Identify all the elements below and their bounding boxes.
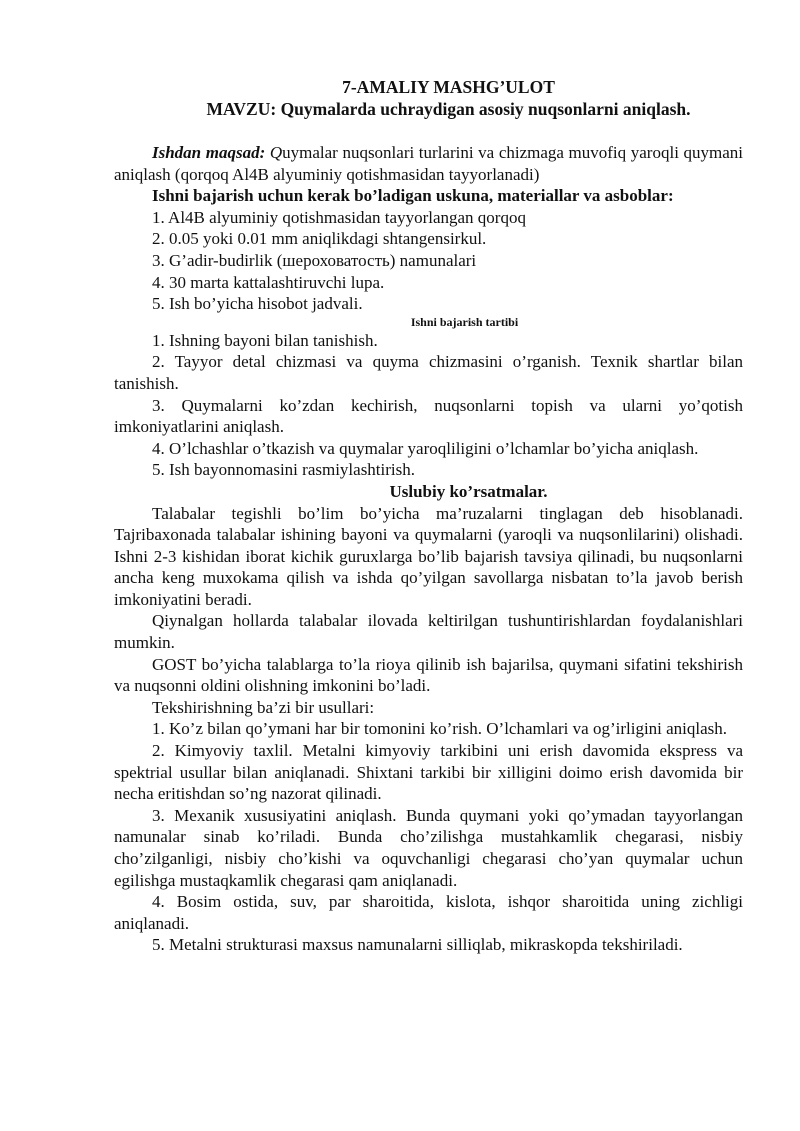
list-item: 1. Al4B alyuminiy qotishmasidan tayyorlangan qorqoq xyxy=(152,207,526,227)
method-item: 4. Bosim ostida, suv, par sharoitida, kislota, ishqor sharoitida uning zichligi aniqlanadi. xyxy=(114,892,743,933)
guidance-paragraph: Talabalar tegishli bo’lim bo’yicha ma’ruzalarni tinglagan deb hisoblanadi. Tajribaxonada talabalar ishining bayoni va quymalarni (yaroqli va nuqsonlilarini) olishadi. Ishni 2-3 kishidan iborat kichik guruxlarga bo’lib bajarish tavsiya qilinadi, bu nuqsonlarni ancha keng muxokama qilish va ishda qo’yilgan savollarga nisbatan to’la javob berish imkoniyatini beradi. xyxy=(114,503,743,609)
list-item: 2. Tayyor detal chizmasi va quyma chizmasini o’rganish. Texnik shartlar bilan tanishish. xyxy=(114,352,743,393)
goal-text: uymalar nuqsonlari turlarini va chizmaga muvofiq yaroqli quymani aniqlash (qorqoq Al4B alyuminiy qotishmasidan tayyorlanadi) xyxy=(114,143,744,184)
goal-label: Ishdan maqsad: xyxy=(152,143,266,162)
guidance-paragraph: GOST bo’yicha talablarga to’la rioya qilinib ish bajarilsa, quymani sifatini tekshirish va nuqsonni oldini olishning imkonini bo’ladi. xyxy=(114,654,743,696)
method-item: 3. Mexanik xususiyatini aniqlash. Bunda quymani yoki qo’ymadan tayyorlangan namunalar sinab ko’riladi. Bunda cho’zilishga mustahkamlik chegarasi, nisbiy cho’zilganligi, nisbiy cho’kishi va oquvchanligi chegarasi cho’yan quymalar uchun egilishga mustaqkamlik chegarasi qam aniqlanadi. xyxy=(114,805,743,890)
page-title: 7-AMALIY MASHG’ULOT xyxy=(342,77,555,97)
list-item: 5. Ish bo’yicha hisobot jadvali. xyxy=(152,294,363,314)
list-item: 3. G’adir-budirlik (шероховатость) namunalari xyxy=(152,250,477,270)
list-item: 3. Quymalarni ko’zdan kechirish, nuqsonlarni topish va ularni yo’qotish imkoniyatlarini aniqlash. xyxy=(114,395,743,437)
guidance-heading: Uslubiy ko’rsatmalar. xyxy=(389,481,548,501)
equipment-heading: Ishni bajarish uchun kerak bo’ladigan uskuna, materiallar va asboblar: xyxy=(152,186,674,206)
list-item: 4. O’lchashlar o’tkazish va quymalar yaroqliligini o’lchamlar bo’yicha aniqlash. xyxy=(152,438,699,458)
list-item: 4. 30 marta kattalashtiruvchi lupa. xyxy=(152,272,385,292)
document-body xyxy=(114,76,743,956)
method-item: 2. Kimyoviy taxlil. Metalni kimyoviy tarkibini uni erish davomida ekspress va spektrial usullar bilan aniqlanadi. Shixtani tarkibi bir xilligini doimo erish davomida bir necha eritishdan so’ng nazorat qilinadi. xyxy=(114,741,743,804)
goal-paragraph xyxy=(114,142,743,185)
list-item: 2. 0.05 yoki 0.01 mm aniqlikdagi shtangensirkul. xyxy=(152,229,487,249)
list-item: 1. Ishning bayoni bilan tanishish. xyxy=(152,330,378,350)
list-item: 5. Ish bayonnomasini rasmiylashtirish. xyxy=(152,460,416,480)
method-item: 5. Metalni strukturasi maxsus namunalarni silliqlab, mikraskopda tekshiriladi. xyxy=(152,935,683,955)
method-item: 1. Ko’z bilan qo’ymani har bir tomonini ko’rish. O’lchamlari va og’irligini aniqlash. xyxy=(152,719,728,739)
guidance-paragraph: Qiynalgan hollarda talabalar ilovada keltirilgan tushuntirishlardan foydalanishlari mumkin. xyxy=(114,611,743,653)
guidance-paragraph: Tekshirishning ba’zi bir usullari: xyxy=(152,697,375,717)
goal-label-q: Q xyxy=(269,143,283,162)
spacer xyxy=(114,120,743,142)
procedure-heading: Ishni bajarish tartibi xyxy=(410,314,519,329)
topic-line: MAVZU: Quymalarda uchraydigan asosiy nuqsonlarni aniqlash. xyxy=(206,99,691,119)
